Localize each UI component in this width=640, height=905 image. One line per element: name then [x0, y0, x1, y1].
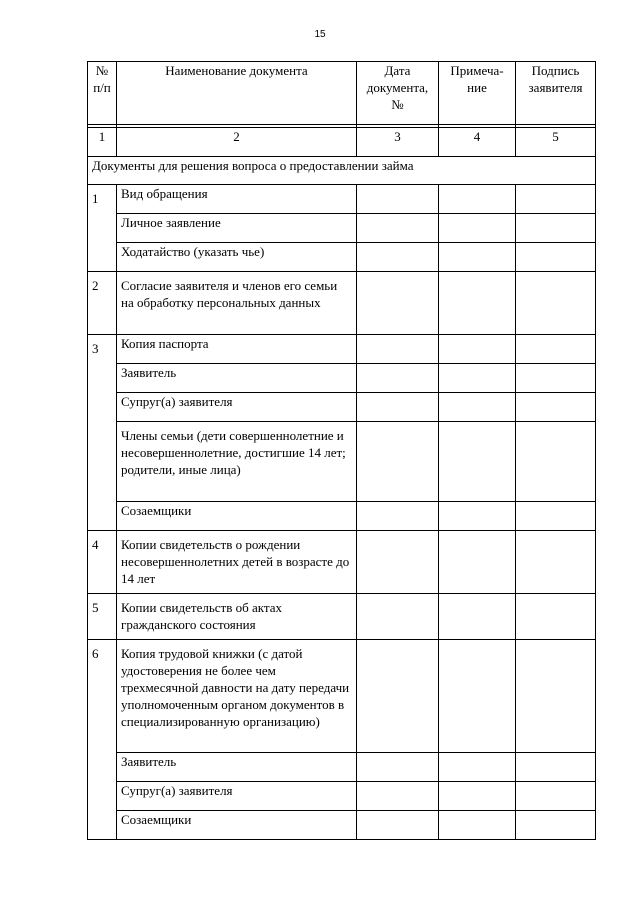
table-row	[88, 422, 596, 502]
table-row	[88, 185, 596, 214]
date-cell[interactable]	[357, 531, 439, 594]
note-cell[interactable]	[439, 640, 516, 753]
column-number: 3	[357, 128, 439, 157]
row-document-name: Копии свидетельств о рождении несовершеннолетних детей в возрасте до 14 лет	[117, 531, 357, 594]
section-row	[88, 157, 596, 185]
row-document-name: Супруг(а) заявителя	[117, 393, 357, 422]
row-document-name: Ходатайство (указать чье)	[117, 243, 357, 272]
table-row	[88, 335, 596, 364]
note-cell[interactable]	[439, 364, 516, 393]
note-cell[interactable]	[439, 393, 516, 422]
header-number: № п/п	[88, 62, 117, 125]
date-cell[interactable]	[357, 393, 439, 422]
row-document-name: Заявитель	[117, 753, 357, 782]
row-number: 2	[88, 272, 117, 335]
note-cell[interactable]	[439, 782, 516, 811]
note-cell[interactable]	[439, 272, 516, 335]
table-row	[88, 782, 596, 811]
date-cell[interactable]	[357, 640, 439, 753]
date-cell[interactable]	[357, 422, 439, 502]
signature-cell[interactable]	[516, 531, 596, 594]
column-number: 5	[516, 128, 596, 157]
note-cell[interactable]	[439, 185, 516, 214]
header-note: Примеча-ние	[439, 62, 516, 125]
signature-cell[interactable]	[516, 811, 596, 840]
note-cell[interactable]	[439, 502, 516, 531]
row-document-name: Копия паспорта	[117, 335, 357, 364]
note-cell[interactable]	[439, 335, 516, 364]
row-document-name: Согласие заявителя и членов его семьи на обработку персональных данных	[117, 272, 357, 335]
row-document-name: Личное заявление	[117, 214, 357, 243]
signature-cell[interactable]	[516, 753, 596, 782]
row-document-name: Заявитель	[117, 364, 357, 393]
row-document-name: Копия трудовой книжки (с датой удостоверения не более чем трехмесячной давности на дату передачи уполномоченным органом документов в специализированную организацию)	[117, 640, 357, 753]
date-cell[interactable]	[357, 811, 439, 840]
signature-cell[interactable]	[516, 364, 596, 393]
signature-cell[interactable]	[516, 335, 596, 364]
date-cell[interactable]	[357, 753, 439, 782]
column-numbers-row	[88, 128, 596, 157]
table-row	[88, 594, 596, 640]
note-cell[interactable]	[439, 753, 516, 782]
date-cell[interactable]	[357, 335, 439, 364]
date-cell[interactable]	[357, 502, 439, 531]
table-row	[88, 811, 596, 840]
signature-cell[interactable]	[516, 594, 596, 640]
page-number: 15	[314, 29, 326, 40]
table-row	[88, 272, 596, 335]
signature-cell[interactable]	[516, 185, 596, 214]
row-document-name: Копии свидетельств об актах гражданского состояния	[117, 594, 357, 640]
section-title: Документы для решения вопроса о предоставлении займа	[88, 157, 596, 185]
table-row	[88, 753, 596, 782]
row-document-name: Члены семьи (дети совершеннолетние и несовершеннолетние, достигшие 14 лет; родители, иные лица)	[117, 422, 357, 502]
documents-table	[87, 61, 596, 840]
row-number: 1	[88, 185, 117, 272]
table-row	[88, 502, 596, 531]
row-number: 5	[88, 594, 117, 640]
signature-cell[interactable]	[516, 782, 596, 811]
signature-cell[interactable]	[516, 243, 596, 272]
date-cell[interactable]	[357, 364, 439, 393]
note-cell[interactable]	[439, 811, 516, 840]
table-row	[88, 393, 596, 422]
table-row	[88, 214, 596, 243]
table-row	[88, 364, 596, 393]
row-document-name: Вид обращения	[117, 185, 357, 214]
signature-cell[interactable]	[516, 393, 596, 422]
header-signature: Подпись заявителя	[516, 62, 596, 125]
column-number: 2	[117, 128, 357, 157]
date-cell[interactable]	[357, 594, 439, 640]
note-cell[interactable]	[439, 214, 516, 243]
table-row	[88, 640, 596, 753]
header-document-date: Дата документа, №	[357, 62, 439, 125]
date-cell[interactable]	[357, 214, 439, 243]
row-document-name: Созаемщики	[117, 811, 357, 840]
row-number: 6	[88, 640, 117, 840]
row-number: 3	[88, 335, 117, 531]
signature-cell[interactable]	[516, 272, 596, 335]
date-cell[interactable]	[357, 782, 439, 811]
table-row	[88, 531, 596, 594]
note-cell[interactable]	[439, 422, 516, 502]
signature-cell[interactable]	[516, 640, 596, 753]
header-document-name: Наименование документа	[117, 62, 357, 125]
signature-cell[interactable]	[516, 422, 596, 502]
signature-cell[interactable]	[516, 214, 596, 243]
column-number: 4	[439, 128, 516, 157]
row-document-name: Супруг(а) заявителя	[117, 782, 357, 811]
row-number: 4	[88, 531, 117, 594]
date-cell[interactable]	[357, 243, 439, 272]
table-row	[88, 243, 596, 272]
table-header-row	[88, 62, 596, 125]
column-number: 1	[88, 128, 117, 157]
date-cell[interactable]	[357, 185, 439, 214]
date-cell[interactable]	[357, 272, 439, 335]
note-cell[interactable]	[439, 594, 516, 640]
row-document-name: Созаемщики	[117, 502, 357, 531]
signature-cell[interactable]	[516, 502, 596, 531]
note-cell[interactable]	[439, 531, 516, 594]
note-cell[interactable]	[439, 243, 516, 272]
